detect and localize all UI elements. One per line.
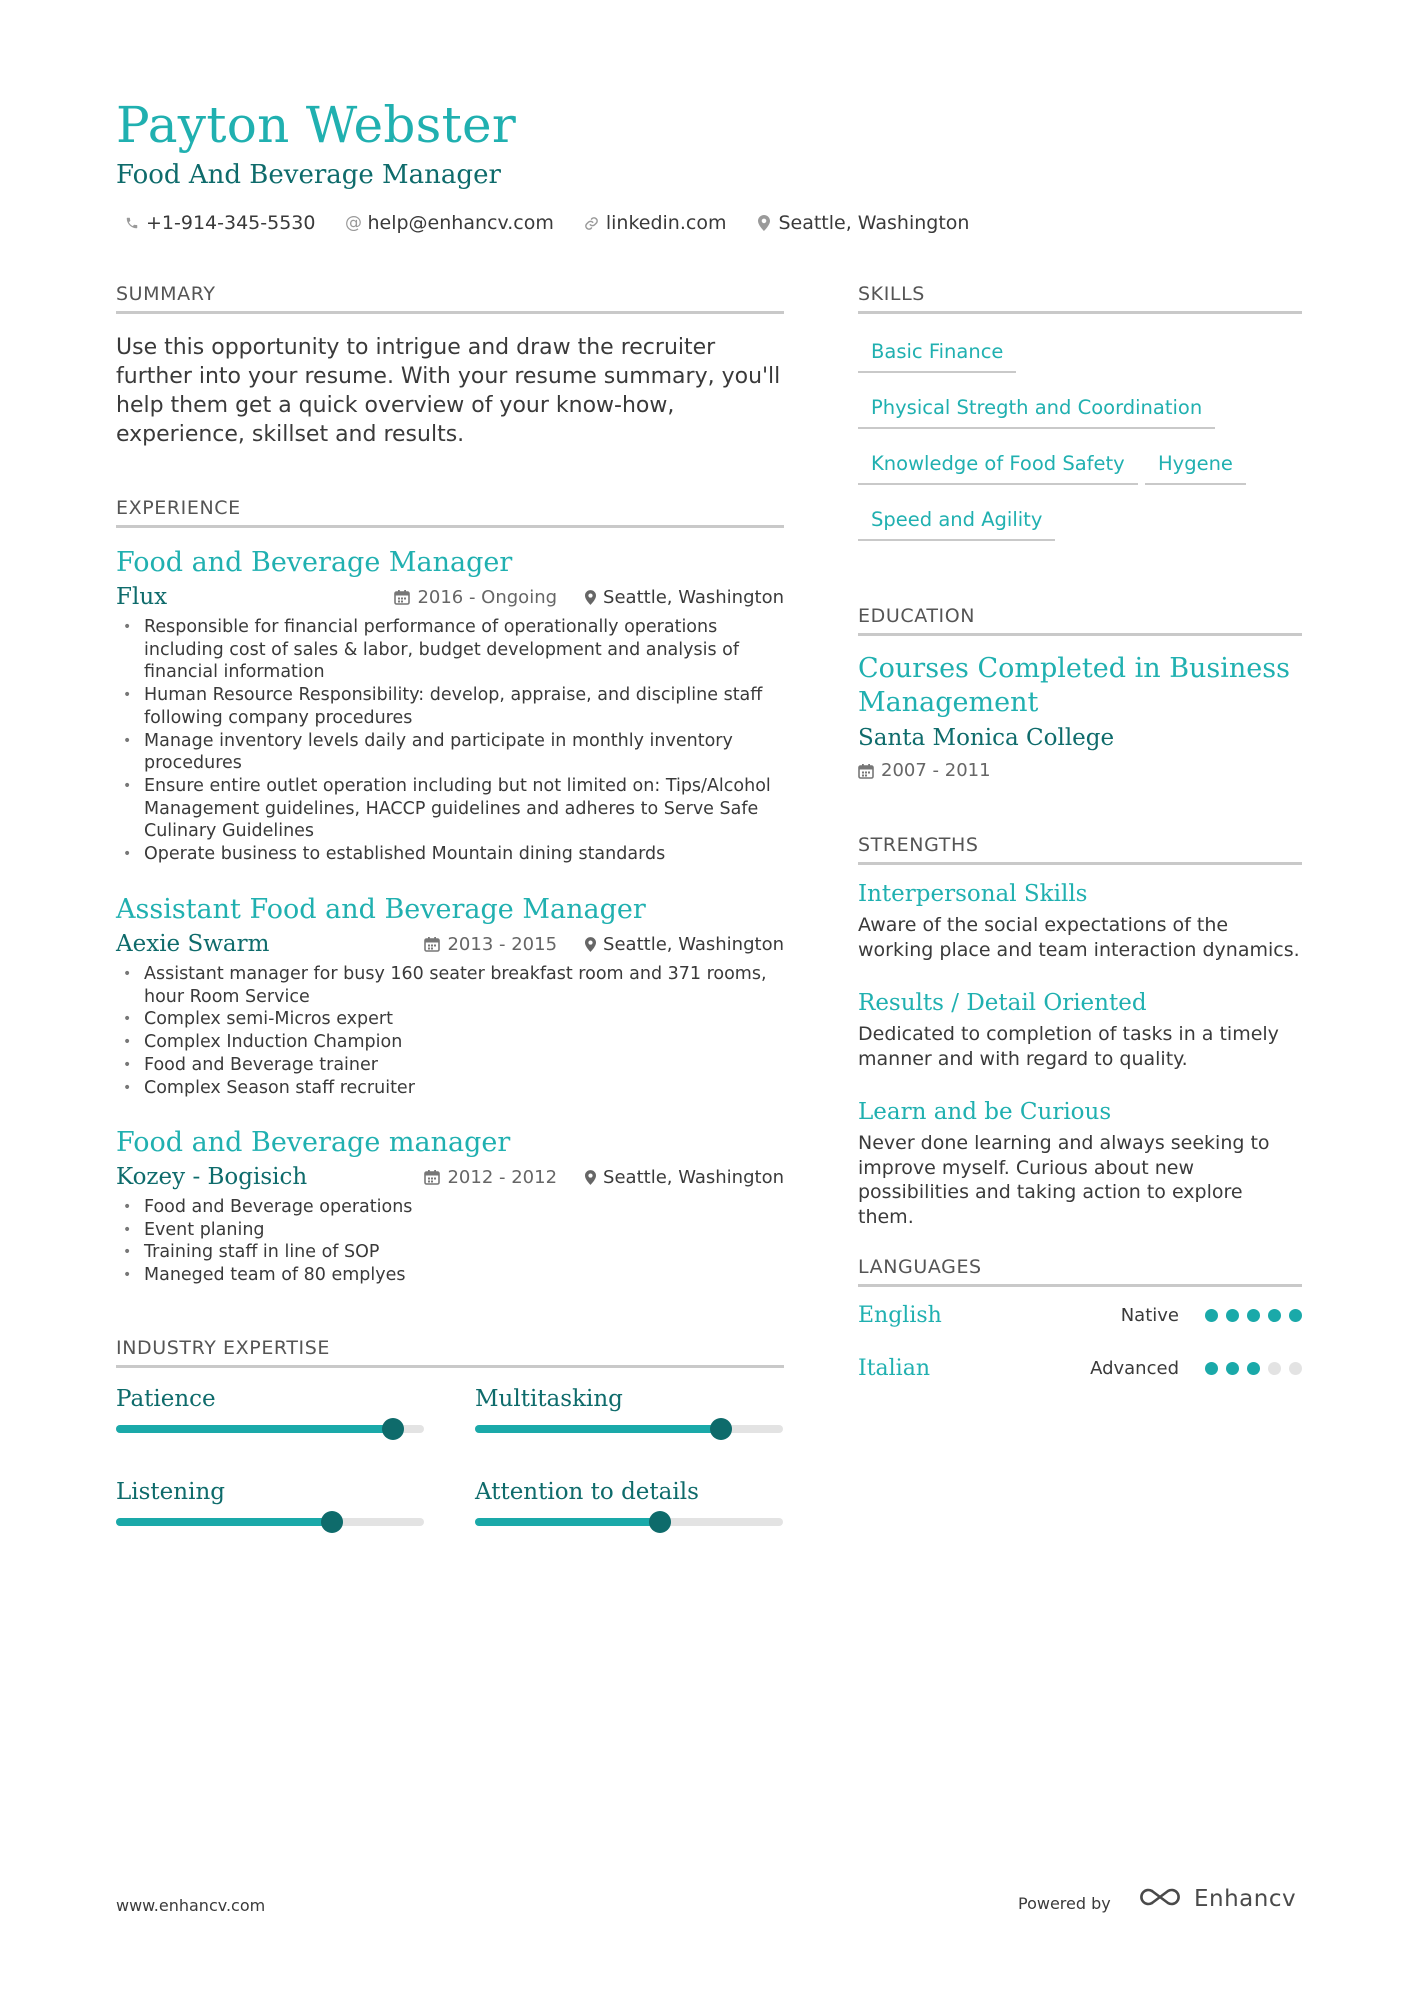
- candidate-name: Payton Webster: [116, 96, 517, 154]
- education-school: Santa Monica College: [858, 725, 1115, 751]
- calendar-icon: [424, 1169, 440, 1185]
- section-header-strengths: STRENGTHS: [858, 834, 1302, 865]
- experience-role: Assistant Food and Beverage Manager: [116, 894, 646, 925]
- language-dot: [1247, 1309, 1260, 1322]
- calendar-icon: [394, 589, 410, 605]
- experience-entry: [116, 893, 784, 1099]
- expertise-fill: [475, 1518, 660, 1526]
- language-dot: [1205, 1309, 1218, 1322]
- language-dot: [1247, 1362, 1260, 1375]
- expertise-knob: [710, 1418, 732, 1440]
- strength-title: Interpersonal Skills: [858, 881, 1088, 907]
- experience-company: Kozey - Bogisich: [116, 1164, 308, 1190]
- section-header-languages: LANGUAGES: [858, 1256, 1302, 1287]
- education-dates-text: 2007 - 2011: [881, 760, 991, 781]
- skill-tag: Basic Finance: [858, 340, 1016, 373]
- at-icon: @: [344, 213, 362, 233]
- section-header-expertise: INDUSTRY EXPERTISE: [116, 1337, 784, 1368]
- list-item: • Food and Beverage trainer: [116, 1054, 784, 1077]
- section-header-skills: SKILLS: [858, 283, 1302, 314]
- location-icon: [756, 214, 772, 232]
- language-dot: [1268, 1362, 1281, 1375]
- list-item: • Event planing: [116, 1219, 784, 1242]
- expertise-patience: [116, 1386, 424, 1433]
- experience-location-text: Seattle, Washington: [603, 1166, 784, 1188]
- list-item: • Maneged team of 80 emplyes: [116, 1264, 784, 1287]
- experience-location-text: Seattle, Washington: [603, 933, 784, 955]
- candidate-title: Food And Beverage Manager: [116, 160, 501, 190]
- experience-dates: [424, 1167, 557, 1188]
- section-header-experience: EXPERIENCE: [116, 497, 784, 528]
- strength-description: Never done learning and always seeking to improve myself. Curious about new possibilities and taking action to explore them.: [858, 1132, 1270, 1228]
- experience-bullets: [116, 1196, 784, 1287]
- expertise-knob: [321, 1511, 343, 1533]
- footer-url[interactable]: www.enhancv.com: [116, 1896, 266, 1915]
- contact-link-text: linkedin.com: [605, 212, 727, 234]
- expertise-track: [475, 1518, 783, 1526]
- experience-location: [585, 587, 784, 608]
- language-level: Native: [1120, 1305, 1179, 1326]
- language-row: [858, 1356, 1302, 1381]
- expertise-track: [116, 1518, 424, 1526]
- experience-entry: [116, 1126, 784, 1287]
- list-item: • Manage inventory levels daily and participate in monthly inventory procedures: [116, 730, 784, 775]
- location-icon: [585, 590, 596, 605]
- contact-phone-text: +1-914-345-5530: [146, 212, 316, 234]
- education-title: Courses Completed in Business Management: [858, 653, 1290, 718]
- list-item: • Operate business to established Mountain dining standards: [116, 843, 784, 866]
- expertise-track: [475, 1425, 783, 1433]
- contact-phone[interactable]: [124, 212, 315, 234]
- language-dot: [1268, 1309, 1281, 1322]
- expertise-knob: [382, 1418, 404, 1440]
- strength-title: Results / Detail Oriented: [858, 990, 1147, 1016]
- expertise-fill: [116, 1425, 393, 1433]
- expertise-knob: [649, 1511, 671, 1533]
- expertise-label: Attention to details: [475, 1479, 699, 1505]
- contact-location-text: Seattle, Washington: [778, 212, 970, 234]
- skill-tag: Hygene: [1145, 452, 1246, 485]
- brand-logo[interactable]: [1138, 1884, 1296, 1914]
- strength-description: Dedicated to completion of tasks in a timely manner and with regard to quality.: [858, 1023, 1279, 1070]
- expertise-listening: [116, 1479, 424, 1526]
- expertise-label: Multitasking: [475, 1386, 623, 1412]
- expertise-label: Patience: [116, 1386, 216, 1412]
- experience-entry: [116, 546, 784, 866]
- location-icon: [585, 937, 596, 952]
- contact-location: [756, 212, 969, 234]
- experience-dates-text: 2016 - Ongoing: [417, 586, 558, 608]
- contact-bar: [124, 212, 999, 234]
- phone-icon: [124, 214, 140, 232]
- strength-title: Learn and be Curious: [858, 1099, 1112, 1125]
- list-item: • Human Resource Responsibility: develop, appraise, and discipline staff following company procedures: [116, 684, 784, 729]
- experience-role: Food and Beverage manager: [116, 1127, 511, 1158]
- language-name: English: [858, 1303, 942, 1328]
- experience-role: Food and Beverage Manager: [116, 547, 513, 578]
- language-level: Advanced: [1090, 1358, 1179, 1379]
- strength-item: [858, 881, 1302, 962]
- language-name: Italian: [858, 1356, 931, 1381]
- list-item: • Training staff in line of SOP: [116, 1241, 784, 1264]
- contact-email-text: help@enhancv.com: [367, 212, 554, 234]
- experience-location: [585, 934, 784, 955]
- language-row: [858, 1303, 1302, 1328]
- language-dot: [1289, 1362, 1302, 1375]
- section-header-education: EDUCATION: [858, 605, 1302, 636]
- expertise-fill: [116, 1518, 332, 1526]
- experience-location: [585, 1167, 784, 1188]
- strength-item: [858, 1099, 1302, 1229]
- location-icon: [585, 1170, 596, 1185]
- enhancv-logo-icon: [1138, 1884, 1184, 1914]
- skill-tag: Knowledge of Food Safety: [858, 452, 1138, 485]
- experience-dates-text: 2012 - 2012: [447, 1166, 558, 1188]
- link-icon: [584, 214, 600, 232]
- calendar-icon: [858, 763, 874, 779]
- contact-link[interactable]: [584, 212, 727, 234]
- list-item: • Complex Season staff recruiter: [116, 1077, 784, 1100]
- language-dot: [1205, 1362, 1218, 1375]
- experience-bullets: [116, 616, 784, 866]
- contact-email[interactable]: [345, 212, 553, 234]
- strength-description: Aware of the social expectations of the working place and team interaction dynamics.: [858, 914, 1300, 961]
- expertise-track: [116, 1425, 424, 1433]
- list-item: • Food and Beverage operations: [116, 1196, 784, 1219]
- section-header-summary: SUMMARY: [116, 283, 784, 314]
- expertise-attention: [475, 1479, 783, 1526]
- experience-company: Flux: [116, 584, 168, 610]
- list-item: • Responsible for financial performance of operationally operations including cost of sales & labor, budget development and analysis of financial information: [116, 616, 784, 684]
- calendar-icon: [424, 936, 440, 952]
- skill-tag: Physical Stregth and Coordination: [858, 396, 1215, 429]
- language-dot: [1226, 1309, 1239, 1322]
- experience-dates-text: 2013 - 2015: [447, 933, 558, 955]
- list-item: • Complex Induction Champion: [116, 1031, 784, 1054]
- experience-dates: [394, 587, 557, 608]
- language-dot: [1289, 1309, 1302, 1322]
- strength-item: [858, 990, 1302, 1071]
- list-item: • Assistant manager for busy 160 seater breakfast room and 371 rooms, hour Room Service: [116, 963, 784, 1008]
- expertise-label: Listening: [116, 1479, 225, 1505]
- experience-dates: [424, 934, 557, 955]
- list-item: • Complex semi-Micros expert: [116, 1008, 784, 1031]
- expertise-multitasking: [475, 1386, 783, 1433]
- language-dots: [1197, 1362, 1302, 1375]
- experience-location-text: Seattle, Washington: [603, 586, 784, 608]
- powered-by-label: Powered by: [1018, 1894, 1111, 1913]
- list-item: • Ensure entire outlet operation including but not limited on: Tips/Alcohol Management guidelines, HACCP guidelines and adheres to Serve Safe Culinary Guidelines: [116, 775, 784, 843]
- brand-name: Enhancv: [1194, 1886, 1297, 1912]
- education-dates: [858, 760, 991, 781]
- experience-bullets: [116, 963, 784, 1099]
- experience-company: Aexie Swarm: [116, 931, 270, 957]
- language-dot: [1226, 1362, 1239, 1375]
- expertise-fill: [475, 1425, 721, 1433]
- summary-text: Use this opportunity to intrigue and draw the recruiter further into your resume. With your resume summary, you'll help them get a quick overview of your know-how, experience, skillset and results.: [116, 335, 781, 447]
- skill-tag: Speed and Agility: [858, 508, 1055, 541]
- language-dots: [1197, 1309, 1302, 1322]
